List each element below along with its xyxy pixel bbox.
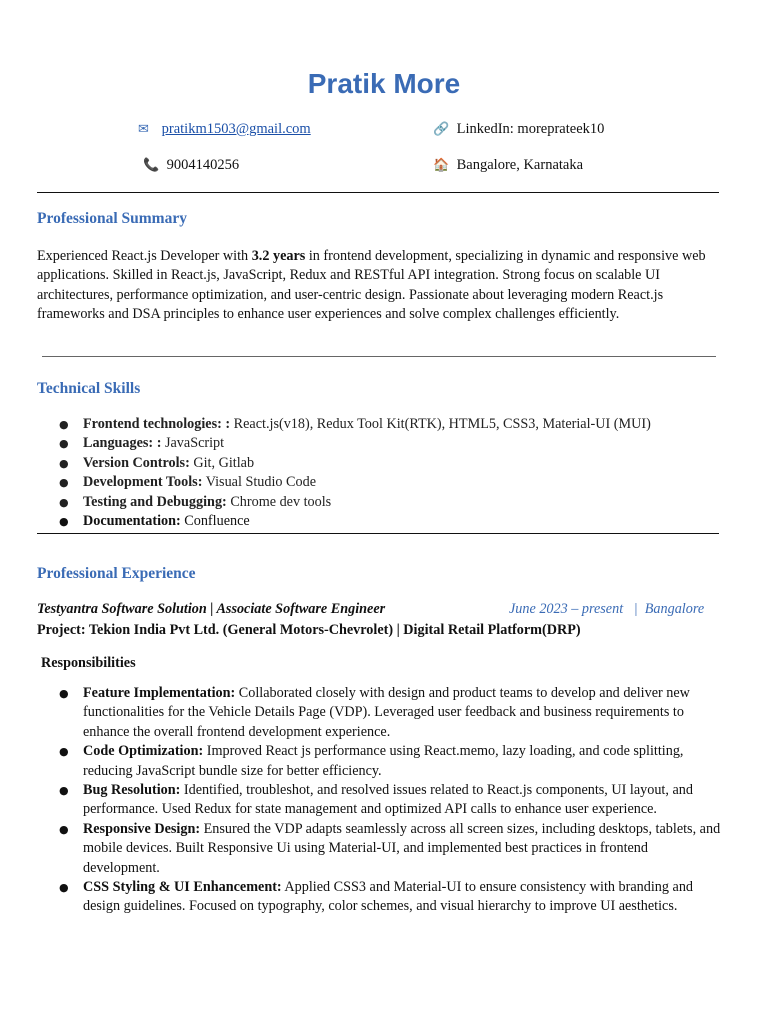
summary-years: 3.2 years	[251, 248, 306, 264]
responsibilities-heading: Responsibilities	[41, 655, 136, 671]
phone-contact	[143, 156, 239, 175]
email-icon: ✉	[138, 122, 149, 137]
location-text: Bangalore, Karnataka	[456, 157, 584, 173]
home-icon: 🏠	[433, 158, 450, 173]
job-date-location: June 2023 – present | Bangalore	[509, 601, 705, 617]
list-item: ● Feature Implementation: Collaborated closely with design and product teams to develop and deliver new functionalities for the Vehicle Details Page (VDP). Leveraged user feedback and business requirements to enhance the overall frontend development experience.	[59, 685, 690, 740]
linkedin-text: LinkedIn: moreprateek10	[456, 121, 605, 137]
location-contact	[433, 156, 583, 175]
summary-text: Experienced React.js Developer with 3.2 years in frontend development, specializing in dynamic and responsive web applications. Skilled in React.js, JavaScript, Redux and RESTful API integration. Strong focus on scalable UI architectures, performance optimization, and user-centric design. Passionate about leveraging modern React.js frameworks and DSA principles to enhance user experiences and solve complex challenges efficiently.	[37, 248, 706, 322]
list-item: ● Code Optimization: Improved React js performance using React.memo, lazy loading, and code splitting, reducing JavaScript bundle size for better efficiency.	[59, 743, 684, 779]
responsibilities-list	[37, 684, 727, 917]
experience-heading: Professional Experience	[37, 565, 196, 582]
phone-text: 9004140256	[166, 157, 240, 173]
linkedin-contact	[433, 120, 604, 139]
list-item: ● CSS Styling & UI Enhancement: Applied CSS3 and Material-UI to ensure consistency with branding and design guidelines. Focused on typography, color schemes, and visual hierarchy to improve UI aesthetics.	[59, 879, 694, 915]
list-item: ● Version Controls: Git, Gitlab	[59, 454, 255, 471]
project-title: Project: Tekion India Pvt Ltd. (General Motors-Chevrolet) | Digital Retail Platform(DRP)	[37, 622, 581, 638]
phone-icon: 📞	[143, 158, 160, 173]
summary-divider	[42, 356, 716, 357]
skills-heading: Technical Skills	[37, 380, 141, 397]
list-item: ● Documentation: Confluence	[59, 513, 250, 530]
list-item: ● Development Tools: Visual Studio Code	[59, 474, 316, 491]
list-item: ● Bug Resolution: Identified, troubleshot, and resolved issues related to React.js components, UI layout, and performance. Used Redux for state management and optimized API calls to enhance user experience.	[59, 782, 693, 818]
list-item: ● Responsive Design: Ensured the VDP adapts seamlessly across all screen sizes, including desktops, tablets, and mobile devices. Built Responsive Ui using Material-UI, and implemented best practices in frontend development.	[59, 820, 721, 876]
list-item: ● Languages: : JavaScript	[59, 435, 225, 452]
summary-heading: Professional Summary	[37, 210, 187, 227]
header-divider	[37, 192, 719, 193]
list-item: ● Testing and Debugging: Chrome dev tools	[59, 493, 332, 510]
list-item: ● Frontend technologies: : React.js(v18), Redux Tool Kit(RTK), HTML5, CSS3, Material-UI (MUI)	[59, 416, 651, 432]
email-link[interactable]: pratikm1503@gmail.com	[161, 121, 311, 137]
link-icon: 🔗	[433, 122, 450, 137]
company-role: Testyantra Software Solution | Associate Software Engineer	[37, 601, 386, 617]
candidate-name: Pratik More	[307, 68, 461, 99]
email-contact	[138, 120, 311, 139]
skills-divider	[37, 533, 719, 534]
skills-list	[37, 415, 737, 531]
